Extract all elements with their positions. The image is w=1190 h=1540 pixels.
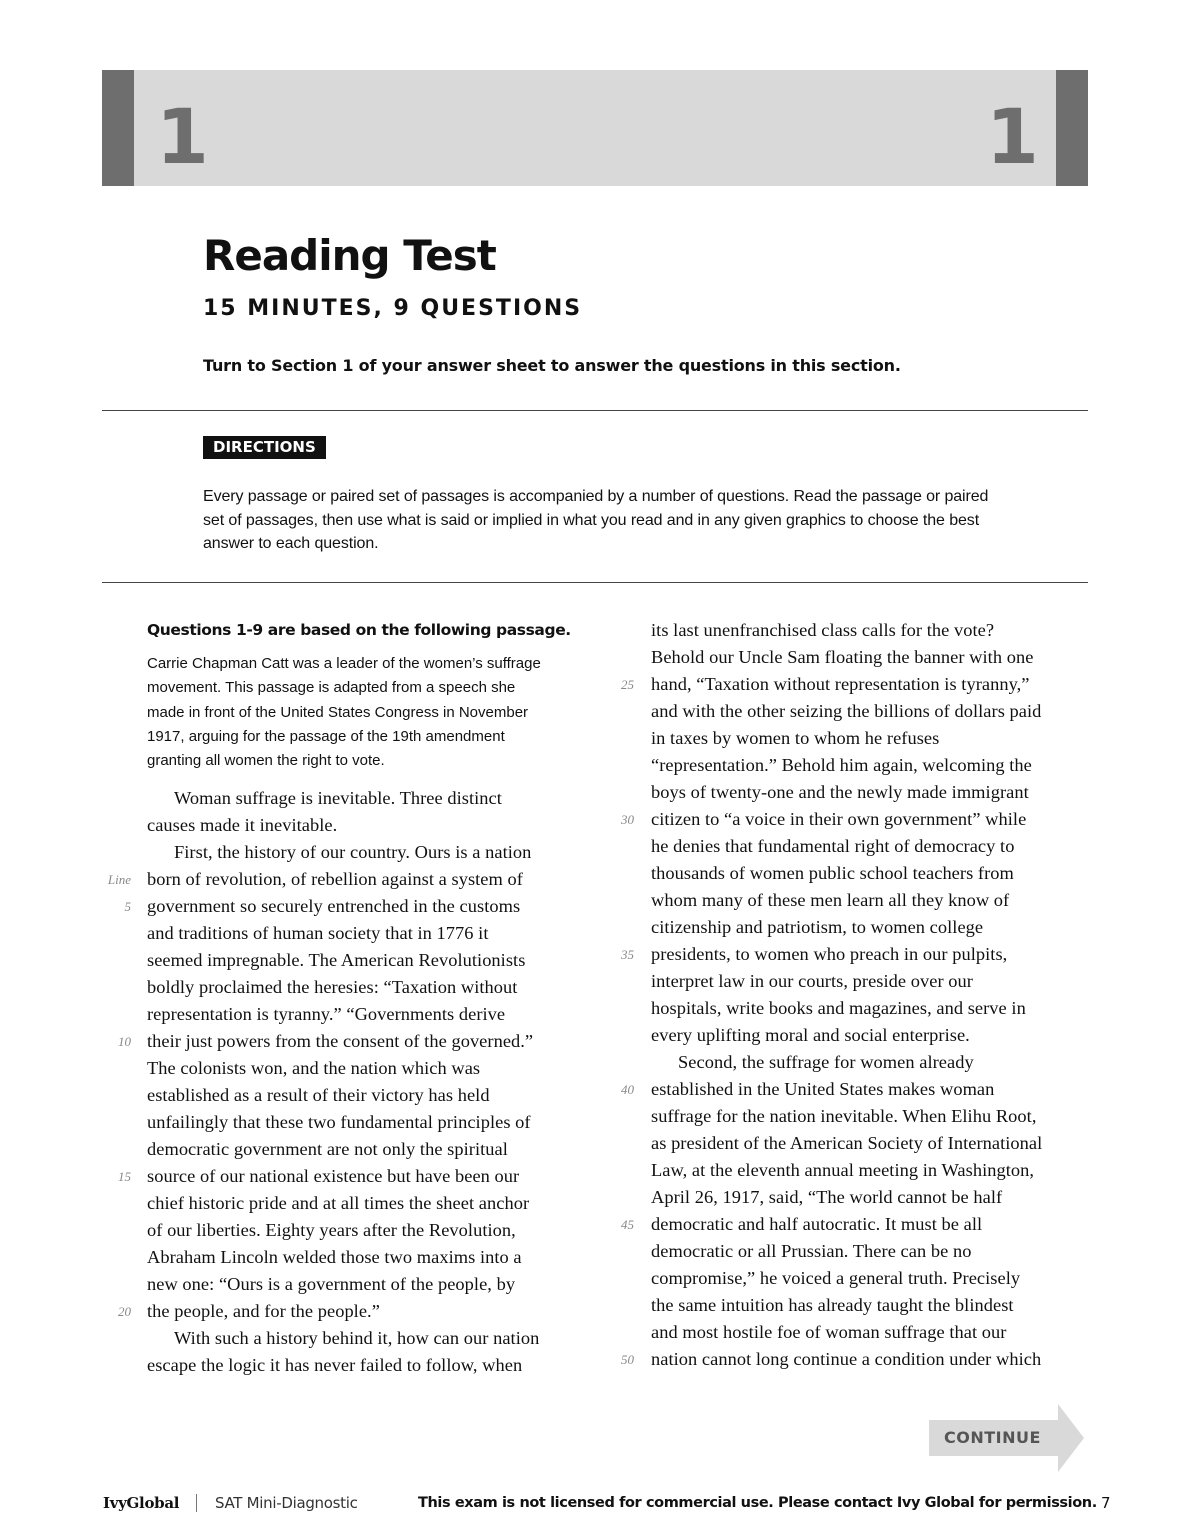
intro-line: granting all women the right to vote. <box>147 752 385 770</box>
footer-separator <box>196 1494 197 1512</box>
page-number: 7 <box>1101 1494 1111 1512</box>
passage-line: born of revolution, of rebellion against a system of <box>147 869 523 889</box>
section-header-bar-right <box>1056 70 1088 186</box>
passage-line: established as a result of their victory has held <box>147 1085 490 1105</box>
passage-line: the people, and for the people.” <box>147 1301 380 1321</box>
line-number: 35 <box>621 947 634 962</box>
passage-line: boys of twenty-one and the newly made immigrant <box>651 782 1029 802</box>
passage-line: Behold our Uncle Sam floating the banner with one <box>651 647 1034 667</box>
passage-line: democratic and half autocratic. It must be all <box>651 1214 983 1234</box>
passage-line: established in the United States makes woman <box>651 1079 995 1099</box>
passage-line: as president of the American Society of International <box>651 1133 1043 1153</box>
passage-line: Woman suffrage is inevitable. Three distinct <box>174 788 502 808</box>
intro-line: Carrie Chapman Catt was a leader of the women’s suffrage <box>147 655 541 672</box>
passage-line: source of our national existence but have been our <box>147 1166 520 1186</box>
passage-line: Abraham Lincoln welded those two maxims into a <box>147 1247 522 1267</box>
passage-line: new one: “Ours is a government of the people, by <box>147 1274 516 1294</box>
divider-top <box>102 410 1088 411</box>
passage-line: of our liberties. Eighty years after the Revolution, <box>147 1220 516 1240</box>
line-number: 15 <box>118 1169 131 1184</box>
section-instruction: Turn to Section 1 of your answer sheet to answer the questions in this section. <box>203 356 901 375</box>
passage-line: escape the logic it has never failed to follow, when <box>147 1355 523 1375</box>
passage-line: Second, the suffrage for women already <box>678 1052 974 1072</box>
intro-line: made in front of the United States Congress in November <box>147 703 529 721</box>
footer-license-notice: This exam is not licensed for commercial use. Please contact Ivy Global for permission. <box>418 1495 1097 1511</box>
line-number: 10 <box>118 1034 131 1049</box>
line-number: 5 <box>124 899 131 914</box>
passage-line: and with the other seizing the billions of dollars paid <box>651 701 1042 721</box>
passage-line: citizen to “a voice in their own government” while <box>651 809 1027 829</box>
passage-line: the same intuition has already taught the blindest <box>651 1295 1014 1315</box>
footer-brand-logo: IvyGlobal <box>103 1494 180 1512</box>
passage-line: compromise,” he voiced a general truth. Precisely <box>651 1268 1021 1288</box>
passage-line: causes made it inevitable. <box>147 815 338 835</box>
continue-arrow-icon <box>1058 1404 1084 1472</box>
passage-line: citizenship and patriotism, to women college <box>651 917 984 937</box>
passage-line: in taxes by women to whom he refuses <box>651 728 940 748</box>
passage-line: its last unenfranchised class calls for the vote? <box>651 620 995 640</box>
directions-label: DIRECTIONS <box>203 436 326 459</box>
passage-line: and most hostile foe of woman suffrage that our <box>651 1322 1007 1342</box>
page-title: Reading Test <box>203 231 496 280</box>
passage-line: interpret law in our courts, preside over our <box>651 971 973 991</box>
passage-line: “representation.” Behold him again, welcoming the <box>651 755 1032 775</box>
passage-line: April 26, 1917, said, “The world cannot be half <box>651 1187 1003 1207</box>
passage-intro <box>147 652 587 773</box>
passage-line: he denies that fundamental right of democracy to <box>651 836 1015 856</box>
section-header-bar-left <box>102 70 134 186</box>
passage-line: chief historic pride and at all times the sheet anchor <box>147 1193 530 1213</box>
line-number: 40 <box>621 1082 634 1097</box>
section-header-band <box>102 70 1088 186</box>
intro-line: 1917, arguing for the passage of the 19th amendment <box>147 727 505 745</box>
passage-line: Law, at the eleventh annual meeting in Washington, <box>651 1160 1035 1180</box>
passage-line: boldly proclaimed the heresies: “Taxation without <box>147 977 518 997</box>
line-number: 50 <box>621 1352 634 1367</box>
directions-text: Every passage or paired set of passages is accompanied by a number of questions. Read the passage or paired set of passages, then use what is said or implied in what you read and in any given graphics to choose the best answer to each question. <box>203 488 989 552</box>
passage-line: hand, “Taxation without representation is tyranny,” <box>651 674 1030 694</box>
passage-line: democratic government are not only the spiritual <box>147 1139 508 1159</box>
passage-line: seemed impregnable. The American Revolutionists <box>147 950 526 970</box>
passage-line: whom many of these men learn all they know of <box>651 890 1010 910</box>
passage-line: The colonists won, and the nation which was <box>147 1058 481 1078</box>
passage-heading: Questions 1-9 are based on the following passage. <box>147 621 571 639</box>
passage-line: and traditions of human society that in 1776 it <box>147 923 489 943</box>
passage-line: hospitals, write books and magazines, and serve in <box>651 998 1026 1018</box>
passage-line: presidents, to women who preach in our pulpits, <box>651 944 1008 964</box>
passage-line: suffrage for the nation inevitable. When Elihu Root, <box>651 1106 1037 1126</box>
passage-line: representation is tyranny.” “Governments derive <box>147 1004 506 1024</box>
intro-line: movement. This passage is adapted from a speech she <box>147 679 516 697</box>
line-number: 30 <box>621 812 634 827</box>
passage-line: their just powers from the consent of the governed.” <box>147 1031 534 1051</box>
line-number: 20 <box>118 1304 131 1319</box>
page-subtitle: 15 MINUTES, 9 QUESTIONS <box>203 296 583 321</box>
passage-line: every uplifting moral and social enterprise. <box>651 1025 970 1045</box>
passage-line: government so securely entrenched in the customs <box>147 896 521 916</box>
line-number: 45 <box>621 1217 634 1232</box>
continue-label: CONTINUE <box>944 1428 1041 1447</box>
passage-line: thousands of women public school teachers from <box>651 863 1014 883</box>
divider-bottom <box>102 582 1088 583</box>
passage-line: democratic or all Prussian. There can be no <box>651 1241 972 1261</box>
line-number: 25 <box>621 677 634 692</box>
passage-line: First, the history of our country. Ours is a nation <box>174 842 532 862</box>
passage-line: nation cannot long continue a condition under which <box>651 1349 1042 1369</box>
passage-line: unfailingly that these two fundamental principles of <box>147 1112 531 1132</box>
line-label: Line <box>107 872 131 887</box>
passage-line: With such a history behind it, how can our nation <box>174 1328 540 1348</box>
footer-document-name: SAT Mini-Diagnostic <box>215 1494 358 1512</box>
section-number-right: 1 <box>986 92 1039 181</box>
section-number-left: 1 <box>156 92 209 181</box>
